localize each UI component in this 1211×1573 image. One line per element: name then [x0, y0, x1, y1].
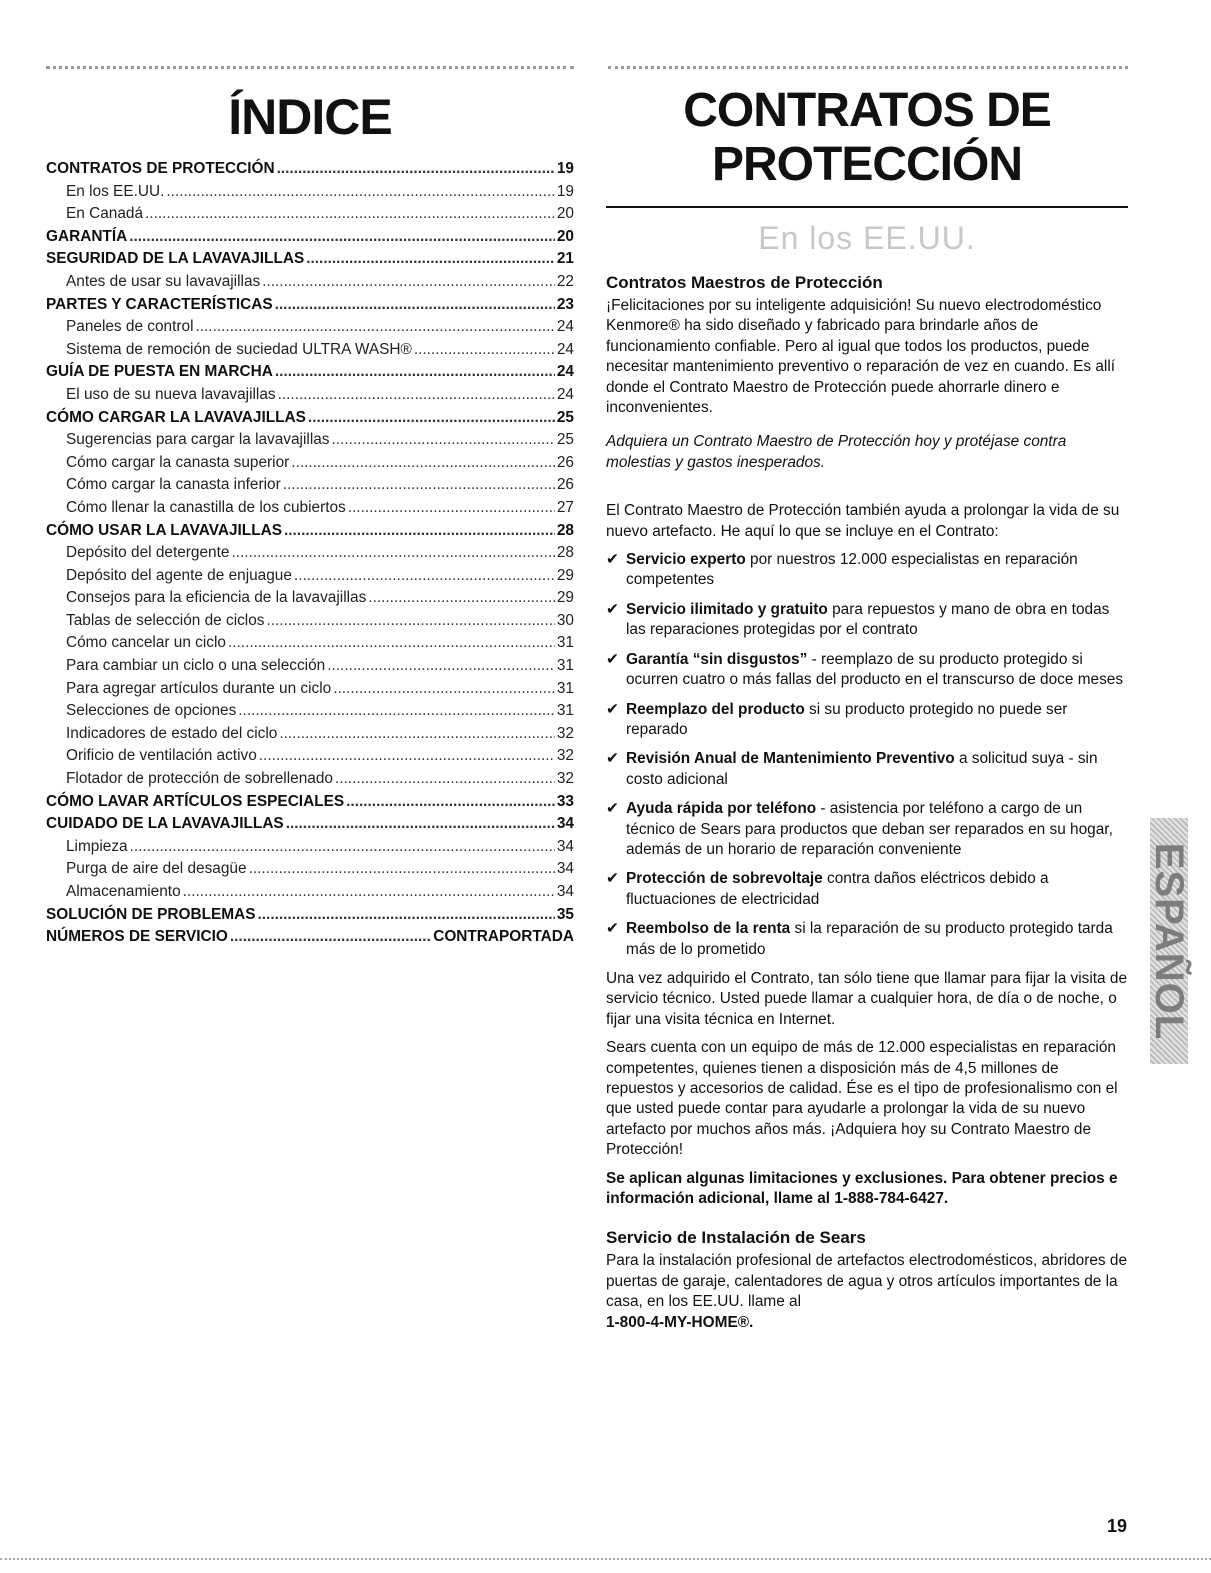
checkmark-icon: ✔ — [606, 551, 619, 569]
toc-entry — [46, 791, 574, 814]
checkmark-icon: ✔ — [606, 650, 619, 668]
benefit-title: Revisión Anual de Mantenimiento Preventivo — [626, 750, 955, 768]
toc-leader-dots — [286, 813, 555, 836]
toc-entry-page: 32 — [556, 747, 574, 765]
toc-entry-label: Paneles de control — [66, 318, 194, 336]
toc-entry-page: 28 — [556, 521, 574, 539]
install-paragraph — [606, 1251, 1128, 1333]
toc-entry-label: Cómo cancelar un ciclo — [66, 634, 226, 652]
toc-entry-page: 26 — [556, 476, 574, 494]
toc-entry — [46, 339, 574, 362]
benefit-item — [606, 650, 1128, 691]
toc-entry — [46, 700, 574, 723]
toc-leader-dots — [278, 384, 555, 407]
toc-entry — [46, 497, 574, 520]
toc-entry-label: Cómo cargar la canasta superior — [66, 453, 290, 471]
toc-leader-dots — [284, 520, 555, 543]
benefit-title: Reemplazo del producto — [626, 700, 805, 718]
install-text: Para la instalación profesional de artefactos electrodomésticos, abridores de puertas de garaje, calentadores de agua y otros artículos importantes de la casa, en los EE.UU. llame al — [606, 1252, 1128, 1311]
index-column — [46, 80, 574, 949]
toc-entry — [46, 678, 574, 701]
benefit-text: - reemplazo de su producto protegido si ocurren cuatro o más fallas del producto en el transcurso de doce meses — [626, 650, 1124, 689]
benefit-title: Ayuda rápida por teléfono — [626, 800, 817, 818]
toc-entry-page: 31 — [556, 679, 574, 697]
toc-entry — [46, 520, 574, 543]
toc-entry — [46, 474, 574, 497]
toc-leader-dots — [306, 248, 555, 271]
checkmark-icon: ✔ — [606, 870, 619, 888]
toc-entry-page: 26 — [556, 453, 574, 471]
benefit-title: Reembolso de la renta — [626, 920, 791, 938]
top-dotted-rule-left — [46, 66, 574, 72]
toc-entry-page: 25 — [556, 431, 574, 449]
toc-entry — [46, 768, 574, 791]
toc-leader-dots — [275, 361, 555, 384]
toc-entry-label: En Canadá — [66, 205, 144, 223]
toc-entry-label: CÓMO CARGAR LA LAVAVAJILLAS — [46, 408, 306, 426]
toc-leader-dots — [308, 407, 555, 430]
after-purchase-paragraph: Una vez adquirido el Contrato, tan sólo tiene que llamar para fijar la visita de servicio técnico. Usted puede llamar a cualquier hora, de día o de noche, o fijar una visita técnica en Internet. — [606, 969, 1128, 1028]
top-dotted-rule-right — [608, 66, 1128, 72]
toc-entry — [46, 836, 574, 859]
toc-entry — [46, 384, 574, 407]
toc-leader-dots — [238, 700, 555, 723]
benefit-item — [606, 550, 1128, 591]
contracts-title — [606, 84, 1128, 192]
toc-leader-dots — [346, 791, 555, 814]
toc-entry-label: GUÍA DE PUESTA EN MARCHA — [46, 363, 273, 381]
includes-intro: El Contrato Maestro de Protección también ayuda a prolongar la vida de su nuevo artefacto. He aquí lo que se incluye en el Contrato: — [606, 502, 1120, 540]
toc-entry — [46, 361, 574, 384]
toc-entry — [46, 610, 574, 633]
toc-entry — [46, 158, 574, 181]
toc-entry-page: 32 — [556, 724, 574, 742]
toc-entry-label: En los EE.UU. — [66, 182, 165, 200]
toc-entry — [46, 723, 574, 746]
toc-entry-page: 27 — [556, 498, 574, 516]
toc-entry-page: 21 — [556, 250, 574, 268]
usa-subtitle: En los EE.UU. — [758, 220, 976, 256]
benefit-text: por nuestros 12.000 especialistas en reparación competentes — [626, 551, 1078, 589]
benefit-item — [606, 600, 1128, 641]
toc-entry — [46, 429, 574, 452]
toc-leader-dots — [291, 452, 555, 475]
benefit-text: a solicitud suya - sin costo adicional — [626, 750, 1098, 788]
sears-team-paragraph: Sears cuenta con un equipo de más de 12.000 especialistas en reparación competentes, quienes tienen a disposición más de 4,5 millones de repuestos y accesorios de calidad. Ése es el tipo de profesionalismo con el que usted puede contar para ayudarle a prolongar la vida de su nuevo artefacto por muchos años más. ¡Adquiera hoy su Contrato Maestro de Protección! — [606, 1039, 1118, 1159]
contracts-title-line1: CONTRATOS DE — [683, 84, 1051, 137]
toc-entry-page: 23 — [556, 295, 574, 313]
toc-leader-dots — [230, 926, 431, 949]
toc-entry-label: Purga de aire del desagüe — [66, 860, 247, 878]
toc-entry-page: 24 — [556, 340, 574, 358]
toc-entry — [46, 655, 574, 678]
toc-entry-page: CONTRAPORTADA — [433, 928, 574, 946]
toc-entry-label: Antes de usar su lavavajillas — [66, 272, 261, 290]
toc-entry-label: Depósito del detergente — [66, 544, 230, 562]
benefit-item — [606, 799, 1128, 860]
toc-leader-dots — [259, 745, 555, 768]
toc-leader-dots — [258, 904, 555, 927]
toc-entry — [46, 565, 574, 588]
toc-leader-dots — [327, 655, 555, 678]
toc-entry — [46, 294, 574, 317]
toc-leader-dots — [414, 339, 555, 362]
benefit-text: para repuestos y mano de obra en todas las reparaciones protegidas por el contrato — [626, 600, 1110, 639]
toc-entry — [46, 203, 574, 226]
toc-entry-page: 19 — [556, 160, 574, 177]
benefit-item — [606, 700, 1128, 741]
toc-entry-label: Orificio de ventilación activo — [66, 747, 257, 765]
toc-entry-page: 25 — [556, 408, 574, 426]
benefit-text: contra daños eléctricos debido a fluctuaciones de electricidad — [626, 870, 1049, 908]
toc-entry — [46, 542, 574, 565]
benefit-title: Servicio ilimitado y gratuito — [626, 600, 828, 618]
toc-entry-label: Sistema de remoción de suciedad ULTRA WASH® — [66, 340, 412, 358]
toc-entry — [46, 407, 574, 430]
toc-entry — [46, 271, 574, 294]
benefit-text: si su producto protegido no puede ser reparado — [626, 700, 1068, 738]
checkmark-icon: ✔ — [606, 600, 619, 618]
toc-entry-label: El uso de su nueva lavavajillas — [66, 385, 276, 403]
toc-entry-page: 20 — [556, 227, 574, 245]
toc-entry-page: 24 — [556, 318, 574, 336]
toc-entry-page: 20 — [556, 205, 574, 223]
benefit-title: Servicio experto — [626, 551, 746, 569]
toc-leader-dots — [183, 881, 555, 904]
toc-entry-label: Indicadores de estado del ciclo — [66, 724, 278, 742]
toc-entry-page: 30 — [556, 611, 574, 629]
toc-entry-label: Consejos para la eficiencia de la lavavajillas — [66, 589, 367, 607]
toc-leader-dots — [332, 429, 555, 452]
toc-leader-dots — [277, 158, 555, 181]
toc-entry-page: 31 — [556, 702, 574, 720]
toc-entry — [46, 813, 574, 836]
toc-entry-page: 19 — [556, 182, 574, 200]
title-divider — [606, 206, 1128, 208]
toc-entry-label: Limpieza — [66, 837, 128, 855]
toc-entry-label: Flotador de protección de sobrellenado — [66, 770, 333, 788]
toc-entry-label: NÚMEROS DE SERVICIO — [46, 928, 228, 946]
toc-entry-label: SEGURIDAD DE LA LAVAVAJILLAS — [46, 250, 305, 268]
install-service-heading: Servicio de Instalación de Sears — [606, 1228, 866, 1248]
toc-entry-page: 24 — [556, 385, 574, 403]
benefit-title: Protección de sobrevoltaje — [626, 870, 823, 888]
language-side-tab-label: ESPAÑOL — [1147, 842, 1192, 1040]
toc-leader-dots — [231, 542, 554, 565]
toc-leader-dots — [294, 565, 555, 588]
toc-entry-label: Selecciones de opciones — [66, 702, 237, 720]
toc-entry — [46, 632, 574, 655]
protection-contracts-column — [606, 80, 1128, 1347]
toc-entry-label: CUIDADO DE LA LAVAVAJILLAS — [46, 815, 284, 833]
bottom-dotted-rule — [0, 1558, 1211, 1560]
toc-entry-page: 33 — [556, 792, 574, 810]
toc-entry — [46, 316, 574, 339]
toc-entry-label: Para agregar artículos durante un ciclo — [66, 679, 332, 697]
toc-entry-label: Tablas de selección de ciclos — [66, 611, 265, 629]
toc-leader-dots — [333, 678, 555, 701]
toc-leader-dots — [348, 497, 555, 520]
toc-entry-page: 32 — [556, 770, 574, 788]
toc-entry-page: 34 — [556, 860, 574, 878]
toc-entry-page: 31 — [556, 657, 574, 675]
toc-entry-page: 22 — [556, 272, 574, 290]
toc-entry-page: 24 — [556, 363, 574, 381]
benefit-text: - asistencia por teléfono a cargo de un técnico de Sears para productos que deban ser reparados en su hogar, además de un horario de reparación conveniente — [626, 800, 1113, 858]
benefit-item — [606, 869, 1128, 910]
toc-entry — [46, 926, 574, 949]
toc-entry-page: 34 — [556, 883, 574, 900]
toc-entry-page: 28 — [556, 544, 574, 562]
language-side-tab — [1147, 818, 1192, 1064]
toc-entry-label: GARANTÍA — [46, 227, 128, 245]
toc-leader-dots — [228, 632, 555, 655]
toc-leader-dots — [279, 723, 555, 746]
checkmark-icon: ✔ — [606, 700, 619, 718]
toc-entry — [46, 226, 574, 249]
toc-entry-page: 34 — [556, 815, 574, 833]
toc-leader-dots — [283, 474, 555, 497]
toc-entry-label: Cómo cargar la canasta inferior — [66, 476, 281, 494]
toc-entry-label: SOLUCIÓN DE PROBLEMAS — [46, 905, 256, 923]
toc-entry-label: CÓMO LAVAR ARTÍCULOS ESPECIALES — [46, 792, 345, 810]
toc-entry-label: Depósito del agente de enjuague — [66, 566, 292, 584]
toc-entry-page: 34 — [556, 837, 574, 855]
toc-entry-page: 35 — [556, 905, 574, 923]
toc-leader-dots — [195, 316, 554, 339]
toc-leader-dots — [335, 768, 555, 791]
toc-entry — [46, 881, 574, 904]
benefit-item — [606, 749, 1128, 790]
checkmark-icon: ✔ — [606, 920, 619, 938]
toc-entry-label: CÓMO USAR LA LAVAVAJILLAS — [46, 521, 282, 539]
benefit-title: Garantía “sin disgustos” — [626, 650, 808, 668]
master-contracts-heading: Contratos Maestros de Protección — [606, 273, 883, 292]
toc-leader-dots — [129, 226, 555, 249]
intro-paragraph: ¡Felicitaciones por su inteligente adquisición! Su nuevo electrodoméstico Kenmore® ha sido diseñado y fabricado para brindarle años de funcionamiento confiable. Pero al igual que todos los productos, puede necesitar mantenimiento preventivo o reparación de vez en cuando. Es allí donde el Contrato Maestro de Protección puede ahorrarle dinero e inconvenientes. — [606, 297, 1116, 417]
toc-entry-label: Sugerencias para cargar la lavavajillas — [66, 431, 330, 449]
benefit-item — [606, 919, 1128, 960]
toc-entry-label: Para cambiar un ciclo o una selección — [66, 657, 326, 675]
toc-entry-label: Cómo llenar la canastilla de los cubiertos — [66, 498, 346, 516]
checkmark-icon: ✔ — [606, 800, 619, 818]
benefits-list — [606, 550, 1128, 960]
toc-entry — [46, 181, 574, 204]
toc-leader-dots — [145, 203, 555, 226]
toc-entry-page: 29 — [556, 566, 574, 584]
toc-leader-dots — [262, 271, 555, 294]
toc-leader-dots — [368, 587, 555, 610]
toc-leader-dots — [249, 858, 555, 881]
toc-leader-dots — [266, 610, 554, 633]
toc-entry — [46, 452, 574, 475]
limitations-note: Se aplican algunas limitaciones y exclusiones. Para obtener precios e información adicional, llame al 1-888-784-6427. — [606, 1169, 1118, 1208]
toc-entry-page: 29 — [556, 589, 574, 607]
toc-entry — [46, 858, 574, 881]
toc-entry-page: 31 — [556, 634, 574, 652]
index-title: ÍNDICE — [228, 89, 392, 145]
benefit-text: si la reparación de su producto protegido tarda más de lo prometido — [626, 920, 1113, 958]
toc-entry — [46, 745, 574, 768]
contracts-title-line2: PROTECCIÓN — [711, 138, 1022, 191]
install-phone: 1-800-4-MY-HOME®. — [606, 1313, 754, 1331]
toc-entry-label: PARTES Y CARACTERÍSTICAS — [46, 295, 273, 313]
toc-entry-label: CONTRATOS DE PROTECCIÓN — [46, 160, 275, 177]
page-number: 19 — [1106, 1516, 1127, 1536]
table-of-contents — [46, 158, 574, 949]
toc-entry — [46, 248, 574, 271]
toc-leader-dots — [166, 181, 555, 204]
toc-entry — [46, 587, 574, 610]
italic-note: Adquiera un Contrato Maestro de Protección hoy y protéjase contra molestias y gastos inesperados. — [606, 433, 1067, 471]
checkmark-icon: ✔ — [606, 750, 619, 768]
toc-leader-dots — [275, 294, 555, 317]
toc-entry-label: Almacenamiento — [66, 883, 181, 900]
toc-entry — [46, 904, 574, 927]
toc-leader-dots — [130, 836, 555, 859]
